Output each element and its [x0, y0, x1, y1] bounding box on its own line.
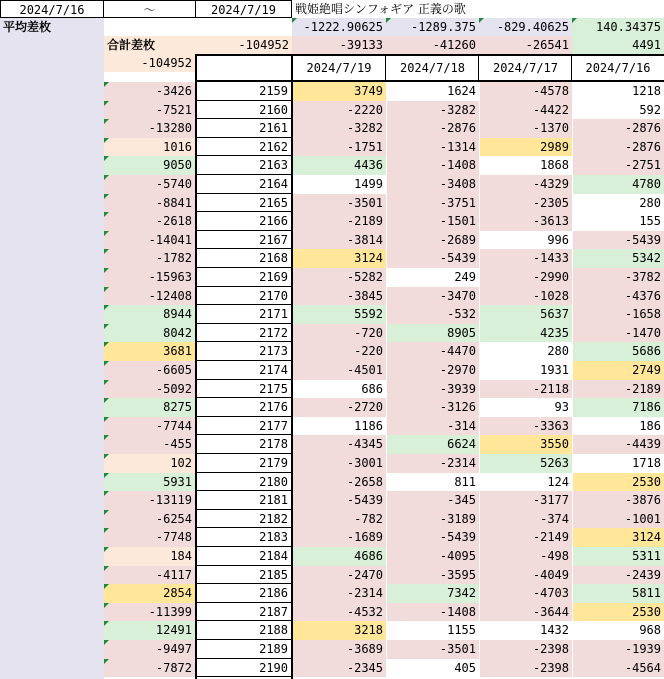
machine-total-cell[interactable]: -5092: [104, 380, 195, 398]
average-value-cell[interactable]: -1289.375: [386, 18, 479, 36]
date-header-cell[interactable]: 2024/7/16: [572, 56, 664, 80]
daily-diff-cell[interactable]: 7342: [387, 584, 479, 603]
daily-diff-cell[interactable]: -4345: [293, 435, 386, 454]
daily-diff-cell[interactable]: 4436: [293, 156, 386, 175]
machine-total-cell[interactable]: -4117: [104, 566, 195, 584]
daily-diff-cell[interactable]: -4501: [293, 361, 386, 380]
daily-diff-cell[interactable]: -3177: [480, 491, 572, 510]
total-label: 合計差枚: [104, 36, 195, 54]
machine-total-cell[interactable]: 102: [104, 454, 195, 473]
machine-number-cell[interactable]: 2184: [197, 547, 291, 566]
total-all-cell[interactable]: -104952: [195, 36, 292, 54]
daily-diff-cell[interactable]: -1408: [387, 156, 479, 175]
daily-diff-cell[interactable]: -532: [387, 305, 479, 324]
daily-diff-cell[interactable]: -3595: [387, 566, 479, 584]
daily-diff-cell[interactable]: 405: [387, 659, 479, 677]
daily-diff-cell[interactable]: -2314: [293, 584, 386, 603]
daily-diff-cell[interactable]: -3644: [480, 603, 572, 621]
daily-diff-cell[interactable]: 5263: [480, 454, 572, 473]
daily-diff-cell[interactable]: 3124: [573, 528, 664, 547]
daily-diff-cell[interactable]: 249: [387, 268, 479, 287]
daily-diff-cell[interactable]: 1155: [387, 621, 479, 640]
daily-diff-cell[interactable]: -5439: [573, 231, 664, 249]
machine-total-cell[interactable]: 8042: [104, 324, 195, 342]
blank-header-cell[interactable]: [195, 54, 292, 72]
machine-total-cell[interactable]: 8944: [104, 305, 195, 324]
machine-number-cell[interactable]: 2175: [197, 380, 291, 398]
daily-diff-cell[interactable]: -2189: [573, 380, 664, 398]
daily-diff-cell[interactable]: 1868: [480, 156, 572, 175]
left-column-fill: [0, 0, 104, 679]
daily-diff-cell[interactable]: 996: [480, 231, 572, 249]
machine-total-cell[interactable]: -7744: [104, 417, 195, 435]
average-value-cell[interactable]: 140.34375: [572, 18, 664, 36]
machine-total-cell[interactable]: -13119: [104, 491, 195, 510]
daily-diff-cell[interactable]: -4439: [573, 435, 664, 454]
daily-diff-cell[interactable]: 2530: [573, 603, 664, 621]
machine-total-cell[interactable]: -15963: [104, 268, 195, 287]
daily-diff-cell[interactable]: -3363: [480, 417, 572, 435]
total-value-cell[interactable]: 4491: [572, 36, 664, 54]
machine-total-cell[interactable]: -14041: [104, 231, 195, 249]
daily-diff-cell[interactable]: -345: [387, 491, 479, 510]
daily-diff-cell[interactable]: -1751: [293, 138, 386, 156]
daily-diff-cell[interactable]: 5637: [480, 305, 572, 324]
daily-diff-cell[interactable]: -3613: [480, 212, 572, 231]
daily-diff-cell[interactable]: -2189: [293, 212, 386, 231]
average-value-cell[interactable]: -1222.90625: [292, 18, 386, 36]
daily-diff-cell[interactable]: -3282: [387, 101, 479, 119]
machine-number-cell[interactable]: 2171: [197, 305, 291, 324]
machine-number-cell[interactable]: 2165: [197, 194, 291, 212]
daily-diff-cell[interactable]: 3124: [293, 249, 386, 268]
machine-total-cell[interactable]: -2618: [104, 212, 195, 231]
daily-diff-cell[interactable]: -3282: [293, 119, 386, 138]
daily-diff-cell[interactable]: -2658: [293, 473, 386, 491]
daily-diff-cell[interactable]: -4532: [293, 603, 386, 621]
machine-number-cell[interactable]: 2188: [197, 621, 291, 640]
daily-diff-cell[interactable]: -3501: [387, 640, 479, 659]
machine-number-cell[interactable]: 2167: [197, 231, 291, 249]
machine-total-cell[interactable]: 8275: [104, 398, 195, 417]
machine-total-cell[interactable]: 9050: [104, 156, 195, 175]
machine-number-cell[interactable]: 2177: [197, 417, 291, 435]
machine-number-cell[interactable]: 2183: [197, 528, 291, 547]
machine-number-cell[interactable]: 2176: [197, 398, 291, 417]
daily-diff-cell[interactable]: -2439: [573, 566, 664, 584]
machine-number-cell[interactable]: 2173: [197, 342, 291, 361]
tilde-cell[interactable]: ～: [104, 0, 195, 18]
machine-total-cell[interactable]: 3681: [104, 342, 195, 361]
date-header-cell[interactable]: 2024/7/19: [292, 56, 386, 80]
daily-diff-cell[interactable]: -2751: [573, 156, 664, 175]
daily-diff-cell[interactable]: -4095: [387, 547, 479, 566]
machine-total-cell[interactable]: 1016: [104, 138, 195, 156]
daily-diff-cell[interactable]: -3876: [573, 491, 664, 510]
daily-diff-cell[interactable]: -3939: [387, 380, 479, 398]
daily-diff-cell[interactable]: -314: [387, 417, 479, 435]
column-total-header[interactable]: -104952: [104, 54, 195, 72]
daily-diff-cell[interactable]: 6624: [387, 435, 479, 454]
daily-diff-cell[interactable]: 2530: [573, 473, 664, 491]
daily-diff-cell[interactable]: -4376: [573, 287, 664, 305]
daily-diff-cell[interactable]: -1314: [387, 138, 479, 156]
daily-diff-cell[interactable]: -2398: [480, 640, 572, 659]
daily-diff-cell[interactable]: -4470: [387, 342, 479, 361]
daily-diff-cell[interactable]: -4422: [480, 101, 572, 119]
machine-number-cell[interactable]: 2181: [197, 491, 291, 510]
daily-diff-cell[interactable]: 1931: [480, 361, 572, 380]
daily-diff-cell[interactable]: -1028: [480, 287, 572, 305]
daily-diff-cell[interactable]: -2970: [387, 361, 479, 380]
daily-diff-cell[interactable]: -3689: [293, 640, 386, 659]
machine-number-cell[interactable]: 2185: [197, 566, 291, 584]
daily-diff-cell[interactable]: -4564: [573, 659, 664, 677]
daily-diff-cell[interactable]: 1718: [573, 454, 664, 473]
daily-diff-cell[interactable]: -3126: [387, 398, 479, 417]
machine-number-cell[interactable]: 2159: [197, 82, 291, 101]
machine-number-cell[interactable]: 2182: [197, 510, 291, 528]
machine-number-cell[interactable]: 2189: [197, 640, 291, 659]
daily-diff-cell[interactable]: -5439: [387, 249, 479, 268]
machine-number-cell[interactable]: 2160: [197, 101, 291, 119]
machine-total-cell[interactable]: 12491: [104, 621, 195, 640]
date-divider-1: [385, 54, 386, 82]
machine-total-cell[interactable]: 2854: [104, 584, 195, 603]
daily-diff-cell[interactable]: 5592: [293, 305, 386, 324]
daily-diff-cell[interactable]: -5439: [293, 491, 386, 510]
machine-number-cell[interactable]: 2163: [197, 156, 291, 175]
date-divider-3: [571, 54, 572, 82]
daily-diff-cell[interactable]: 1624: [387, 82, 479, 101]
daily-diff-cell[interactable]: 592: [573, 101, 664, 119]
average-value-cell[interactable]: -829.40625: [479, 18, 572, 36]
machine-total-cell[interactable]: -8841: [104, 194, 195, 212]
machine-total-cell[interactable]: -3426: [104, 82, 195, 101]
daily-diff-cell[interactable]: -4329: [480, 175, 572, 194]
machine-total-cell[interactable]: -7748: [104, 528, 195, 547]
daily-diff-cell[interactable]: -1939: [573, 640, 664, 659]
daily-diff-cell[interactable]: -3189: [387, 510, 479, 528]
daily-diff-cell[interactable]: -2305: [480, 194, 572, 212]
daily-diff-cell[interactable]: 8905: [387, 324, 479, 342]
machine-number-cell[interactable]: 2187: [197, 603, 291, 621]
daily-diff-cell[interactable]: -2345: [293, 659, 386, 677]
daily-diff-cell[interactable]: -220: [293, 342, 386, 361]
daily-diff-cell[interactable]: 811: [387, 473, 479, 491]
daily-diff-cell[interactable]: -782: [293, 510, 386, 528]
number-column-border: [291, 54, 293, 679]
daily-diff-cell[interactable]: -2876: [573, 119, 664, 138]
machine-total-cell[interactable]: -6254: [104, 510, 195, 528]
daily-diff-cell[interactable]: 3749: [293, 82, 386, 101]
daily-diff-cell[interactable]: -720: [293, 324, 386, 342]
machine-number-cell[interactable]: 2162: [197, 138, 291, 156]
daily-diff-cell[interactable]: 4235: [480, 324, 572, 342]
daily-diff-cell[interactable]: -3751: [387, 194, 479, 212]
total-value-cell[interactable]: -41260: [386, 36, 479, 54]
daily-diff-cell[interactable]: -2220: [293, 101, 386, 119]
machine-number-cell[interactable]: 2164: [197, 175, 291, 194]
daily-diff-cell[interactable]: 5342: [573, 249, 664, 268]
daily-diff-cell[interactable]: -3814: [293, 231, 386, 249]
machine-number-cell[interactable]: 2170: [197, 287, 291, 305]
daily-diff-cell[interactable]: 1186: [293, 417, 386, 435]
daily-diff-cell[interactable]: 1499: [293, 175, 386, 194]
daily-diff-cell[interactable]: -1470: [573, 324, 664, 342]
machine-total-cell[interactable]: 5931: [104, 473, 195, 491]
daily-diff-cell[interactable]: -4049: [480, 566, 572, 584]
daily-diff-cell[interactable]: -3782: [573, 268, 664, 287]
machine-total-cell[interactable]: -7521: [104, 101, 195, 119]
machine-number-cell[interactable]: 2172: [197, 324, 291, 342]
date-from-cell[interactable]: 2024/7/16: [0, 0, 104, 18]
daily-diff-cell[interactable]: -2876: [573, 138, 664, 156]
machine-number-cell[interactable]: 2166: [197, 212, 291, 231]
daily-diff-cell[interactable]: -5439: [387, 528, 479, 547]
daily-diff-cell[interactable]: -5282: [293, 268, 386, 287]
machine-number-cell[interactable]: 2169: [197, 268, 291, 287]
machine-total-cell[interactable]: -5740: [104, 175, 195, 194]
daily-diff-cell[interactable]: 7186: [573, 398, 664, 417]
daily-diff-cell[interactable]: 3218: [293, 621, 386, 640]
machine-number-cell[interactable]: 2179: [197, 454, 291, 473]
daily-diff-cell[interactable]: -2990: [480, 268, 572, 287]
daily-diff-cell[interactable]: -1408: [387, 603, 479, 621]
daily-diff-cell[interactable]: 4780: [573, 175, 664, 194]
table-top-border: [195, 54, 664, 56]
daily-diff-cell[interactable]: -2314: [387, 454, 479, 473]
daily-diff-cell[interactable]: -3408: [387, 175, 479, 194]
daily-diff-cell[interactable]: -2398: [480, 659, 572, 677]
daily-diff-cell[interactable]: 5311: [573, 547, 664, 566]
daily-diff-cell[interactable]: -1001: [573, 510, 664, 528]
daily-diff-cell[interactable]: 5811: [573, 584, 664, 603]
daily-diff-cell[interactable]: -2876: [387, 119, 479, 138]
daily-diff-cell[interactable]: -498: [480, 547, 572, 566]
machine-total-cell[interactable]: -11399: [104, 603, 195, 621]
machine-total-cell[interactable]: -12408: [104, 287, 195, 305]
daily-diff-cell[interactable]: -3501: [293, 194, 386, 212]
daily-diff-cell[interactable]: 155: [573, 212, 664, 231]
machine-total-cell[interactable]: -13280: [104, 119, 195, 138]
date-to-cell[interactable]: 2024/7/19: [195, 0, 292, 18]
total-value-cell[interactable]: -26541: [479, 36, 572, 54]
total-value-cell[interactable]: -39133: [292, 36, 386, 54]
daily-diff-cell[interactable]: -2118: [480, 380, 572, 398]
daily-diff-cell[interactable]: 5686: [573, 342, 664, 361]
machine-number-cell[interactable]: 2174: [197, 361, 291, 380]
daily-diff-cell[interactable]: 280: [573, 194, 664, 212]
daily-diff-cell[interactable]: -2470: [293, 566, 386, 584]
date-header-cell[interactable]: 2024/7/18: [386, 56, 479, 80]
daily-diff-cell[interactable]: 686: [293, 380, 386, 398]
machine-name-cell[interactable]: 戦姫絶唱シンフォギア 正義の歌: [292, 0, 664, 18]
daily-diff-cell[interactable]: -4578: [480, 82, 572, 101]
header-bottom-border: [195, 80, 664, 82]
daily-diff-cell[interactable]: -3001: [293, 454, 386, 473]
machine-total-cell[interactable]: -1782: [104, 249, 195, 268]
daily-diff-cell[interactable]: -2149: [480, 528, 572, 547]
date-header-cell[interactable]: 2024/7/17: [479, 56, 572, 80]
average-label: 平均差枚: [0, 18, 104, 36]
daily-diff-cell[interactable]: -3845: [293, 287, 386, 305]
machine-number-cell[interactable]: 2168: [197, 249, 291, 268]
daily-diff-cell[interactable]: -1658: [573, 305, 664, 324]
machine-total-cell[interactable]: 184: [104, 547, 195, 566]
daily-diff-cell[interactable]: 93: [480, 398, 572, 417]
machine-number-cell[interactable]: 2178: [197, 435, 291, 454]
machine-total-cell[interactable]: -7872: [104, 659, 195, 677]
daily-diff-cell[interactable]: 3550: [480, 435, 572, 454]
machine-total-cell[interactable]: -9497: [104, 640, 195, 659]
daily-diff-cell[interactable]: 1432: [480, 621, 572, 640]
daily-diff-cell[interactable]: -1370: [480, 119, 572, 138]
machine-number-cell[interactable]: 2161: [197, 119, 291, 138]
daily-diff-cell[interactable]: -374: [480, 510, 572, 528]
machine-number-cell[interactable]: 2180: [197, 473, 291, 491]
machine-number-cell[interactable]: 2186: [197, 584, 291, 603]
daily-diff-cell[interactable]: -4703: [480, 584, 572, 603]
daily-diff-cell[interactable]: 2749: [573, 361, 664, 380]
daily-diff-cell[interactable]: -1689: [293, 528, 386, 547]
daily-diff-cell[interactable]: -2720: [293, 398, 386, 417]
daily-diff-cell[interactable]: 2989: [480, 138, 572, 156]
daily-diff-cell[interactable]: 968: [573, 621, 664, 640]
daily-diff-cell[interactable]: 1218: [573, 82, 664, 101]
daily-diff-cell[interactable]: 4686: [293, 547, 386, 566]
machine-total-cell[interactable]: -6605: [104, 361, 195, 380]
machine-total-cell[interactable]: -455: [104, 435, 195, 454]
daily-diff-cell[interactable]: -1433: [480, 249, 572, 268]
daily-diff-cell[interactable]: 280: [480, 342, 572, 361]
daily-diff-cell[interactable]: 124: [480, 473, 572, 491]
table-left-border: [195, 54, 197, 679]
daily-diff-cell[interactable]: -1501: [387, 212, 479, 231]
daily-diff-cell[interactable]: -3470: [387, 287, 479, 305]
date-divider-2: [478, 54, 479, 82]
daily-diff-cell[interactable]: -2689: [387, 231, 479, 249]
daily-diff-cell[interactable]: 186: [573, 417, 664, 435]
machine-number-cell[interactable]: 2190: [197, 659, 291, 677]
